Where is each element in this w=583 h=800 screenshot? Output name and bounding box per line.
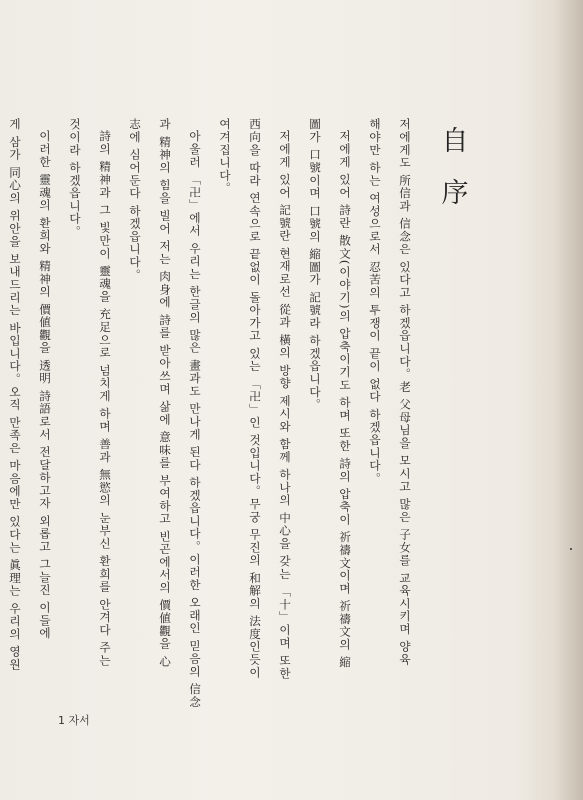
preface-body [8,118,420,709]
page-spine-shadow [553,0,583,800]
page-number: 1 자서 [58,714,90,727]
text-column-14: 게 삼가 同心의 위안을 보내드리는 바입니다。오직 만족은 마음에만 있다는 眞理는 우리의 영원 [8,118,22,671]
text-column-2: 해야만 하는 여성으로서 忍苦의 투쟁이 끝이 없다 하겠읍니다。 [368,118,382,485]
text-column-13: 이러한 靈魂의 환희와 精神의 價値觀을 透明 詩語로서 전달하고자 외롭고 그늘진 이들에 [38,129,52,640]
title-char-2: 序 [441,178,469,209]
title-char-1: 自 [441,126,469,157]
preface-title [435,128,475,232]
text-column-10: 志에 심어둔다 하겠읍니다。 [128,118,142,282]
text-column-8: 아울러 「卍」에서 우리는 한글의 많은 畫과도 만나게 된다 하겠읍니다。이러한 오래인 믿음의 信念 [188,129,202,709]
text-column-1: 저에게도 所信과 信念은 있다고 하겠읍니다。老 父母님을 모시고 많은 子女를 교육시키며 양육 [398,118,412,667]
text-column-6: 西向을 따라 연속으로 끝없이 돌아가고 있는 「卍」인 것입니다。무궁 무진의 和解의 法度인듯이 [248,118,262,679]
text-column-9: 과 精神의 힘을 빌어 저는 肉身에 詩를 받아쓰며 삶에 意味를 부여하고 빈곤에서의 價値觀을 心 [158,118,172,668]
text-column-12: 것이라 하겠읍니다。 [68,118,82,239]
text-column-4: 圖가 口號이며 口號의 縮圖가 記號라 하겠읍니다。 [308,118,322,412]
text-column-11: 詩의 精神과 그 빛만이 靈魂을 充足으로 넘치게 하며 善과 無慾의 눈부신 환희를 안겨다 주는 [98,129,112,667]
text-column-5: 저에게 있어 記號란 현재로선 從과 橫의 방향 제시와 함께 하나의 中心을 갖는 「十」이며 또한 [278,129,292,680]
text-column-3: 저에게 있어 詩란 散文(이야기)의 압축이기도 하며 또한 詩의 압축이 祈禱文이며 祈禱文의 縮 [338,129,352,669]
text-column-7: 여겨집니다。 [218,118,232,195]
ink-speck [570,548,572,550]
